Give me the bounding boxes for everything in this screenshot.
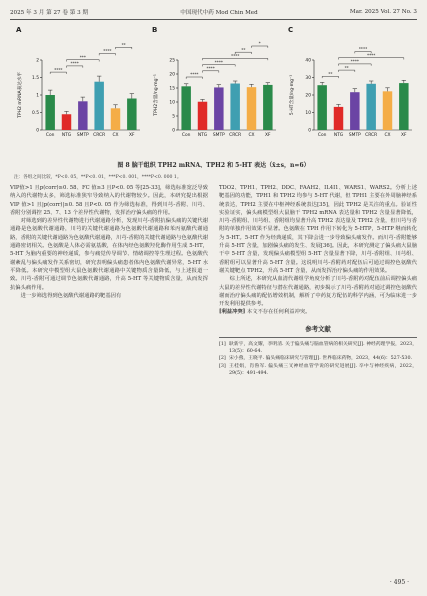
references-title: 参考文献: [305, 324, 331, 333]
bar: [263, 85, 272, 130]
x-tick-label: XF: [129, 133, 135, 138]
significance-bracket: [67, 66, 83, 68]
x-tick-label: XF: [265, 133, 271, 138]
y-tick-label: 25: [169, 58, 175, 64]
bar: [127, 99, 136, 131]
bar: [334, 107, 343, 130]
x-tick-label: NTG: [333, 133, 344, 138]
y-tick-label: 0.5: [32, 111, 39, 117]
chart-panel-b: [148, 24, 282, 154]
y-tick-label: 10: [169, 100, 175, 106]
x-tick-label: Con: [45, 133, 55, 138]
figure-note: 注：各组之间比较，*P<0. 05，**P<0. 01，***P<0. 001，****P<0. 000 1。: [14, 175, 182, 180]
right-column: [219, 184, 417, 377]
significance-bracket: [186, 77, 202, 79]
bar: [78, 101, 87, 130]
header-issue: 2025 年 3 月 第 27 卷 第 3 期: [10, 10, 89, 16]
y-tick-label: 1.5: [32, 76, 39, 82]
x-tick-label: CRCR: [229, 133, 242, 138]
figure-8: [12, 24, 416, 154]
significance-label: ****: [358, 46, 368, 52]
bar: [247, 87, 256, 130]
significance-label: ****: [54, 67, 63, 73]
y-tick-label: 5: [172, 114, 175, 120]
significance-bracket: [252, 46, 268, 48]
conflict-label: [利益冲突]: [219, 309, 246, 316]
significance-bracket: [116, 47, 132, 49]
x-tick-label: SMTP: [212, 133, 225, 138]
x-tick-label: CRCR: [365, 133, 378, 138]
y-tick-label: 2: [36, 58, 39, 64]
reference-number: [2]: [219, 356, 226, 362]
running-header: [10, 6, 417, 18]
header-rule: [10, 19, 417, 20]
significance-bracket: [339, 64, 372, 66]
bar: [45, 95, 54, 130]
bar: [317, 85, 326, 130]
significance-label: **: [328, 71, 333, 77]
significance-label: ****: [230, 53, 240, 59]
x-tick-label: Con: [317, 133, 327, 138]
chart-panel-a: [12, 24, 146, 154]
reference-item: [219, 341, 417, 355]
y-tick-label: 20: [305, 93, 311, 99]
bar: [198, 102, 207, 130]
right-paragraph-2: 综上所述，本研究从血清代谢组学角度分析了川芎-香附药对配伍前后调控偏头痛大鼠的差异性代谢特征与潜在代谢通路，初步揭示了川芎-香附药对通过调控色氨酸代谢而治疗偏头痛的配伍增效机制，解析了中药复方配伍的科学内涵，可为临床进一步开发利用提供参考。: [219, 276, 417, 308]
bar: [350, 92, 359, 130]
bar: [230, 84, 239, 130]
y-axis-label: TPH2 mRNA表达水平: [18, 71, 23, 119]
left-column: [10, 184, 208, 300]
header-volume: Mar. 2025 Vol. 27 No. 3: [349, 9, 417, 15]
significance-label: ****: [190, 72, 199, 78]
significance-label: ****: [206, 66, 215, 71]
reference-text: 宋小燕，王晓平. 偏头痛临床研究与管理[J]. 世界临床药物，2023，44(6)：527-530.: [229, 356, 413, 362]
x-tick-label: SMTP: [76, 133, 89, 138]
y-tick-label: 0: [308, 128, 311, 134]
header-journal: 中国现代中药 Mod Chin Med: [180, 10, 258, 16]
y-tick-label: 40: [305, 58, 311, 64]
page-number: · 495 ·: [389, 579, 409, 586]
left-paragraph-2: 对筛选到的差异性代谢物进行代谢通路分析，发现川芎-香附抗偏头痛的关键代谢通路是色氨酸代谢通路，川芎的关键代谢通路为色氨酸代谢通路和苯丙氨酸代谢通路，香附的关键代谢通路为色氨酸代谢通路，川芎-香附的关键代谢通路与色氨酸代谢通路密切相关。色氨酸是人体必需氨基酸，在体内经色氨酸羟化酶作用生成 5-HT，5-HT 为脑内重要的神经递质，参与痛觉传导调节、情绪调控等生理过程。色氨酸代谢紊乱与偏头痛发作关系密切，研究表明偏头痛患者体内色氨酸代谢异常，5-HT 水平降低。本研究中模型组大鼠色氨酸代谢通路中关键物质含量降低，与上述报道一致。川芎-香附可通过调节色氨酸代谢通路，升高 5-HT 等关键物质含量，从而发挥抗偏头痛作用。: [10, 218, 208, 291]
panel-letter: C: [288, 26, 294, 34]
significance-label: ****: [103, 48, 112, 54]
y-tick-label: 30: [305, 76, 311, 82]
significance-bracket: [339, 58, 404, 60]
x-tick-label: NTG: [61, 133, 72, 138]
bar: [181, 86, 190, 130]
bar: [94, 82, 103, 130]
y-tick-label: 1: [36, 93, 39, 99]
figure-caption: 图 8 脑干组织 TPH2 mRNA、TPH2 和 5-HT 表达（x̄±s，n=6）: [117, 162, 310, 169]
right-paragraph-1: TDO2、TPH1、TPH2、DDC、FAAH2、IL4I1、WARS1、WARS2。分析上述靶基因的功能，TPH1 和 TPH2 均参与 5-HT 代谢，但 TPH1 主要在外周脑神经系统表达，TPH2 主要在中枢神经系统表达[35]，因此 TPH2 是关注的重点。验证性实验证实，偏头痛模型组大鼠脑干 TPH2 mRNA 表达量和 TPH2 含量显著降低，川芎-香附组、川芎组、香附组均显著升高 TPH2 表达量及 TPH2 含量，但川芎与香附的单独作用效果不显著。色氨酸在 TPH 作用下转化为 5-HTP，5-HTP 继而转化为 5-HT。5-HT 作为经典递质，其下降会进一步导致偏头痛发作。而川芎-香附能够升高 5-HT 含量，加剧偏头痛的发生、发展[36]。因此，本研究测定了偏头痛大鼠脑干中 5-HT 含量，发现偏头痛模型组 5-HT 含量显著下降，川芎-香附组、川芎组、香附组可以显著升高 5-HT 含量。这说明川芎-香附药对配伍后可通过调控色氨酸代谢关键靶点 TPH2，升高 5-HT 含量，从而发挥治疗偏头痛的作用效果。: [219, 185, 417, 274]
significance-label: **: [121, 42, 126, 48]
y-tick-label: 10: [305, 111, 311, 117]
bar: [62, 114, 71, 130]
reference-text: 王桂娟，肖鲁军. 偏头痛三叉神经血管学说的研究进展[J]. 卒中与神经疾病，2022，29(5)：491-494.: [229, 363, 417, 376]
significance-label: ****: [214, 59, 224, 65]
references-rule: [219, 337, 417, 338]
panel-letter: A: [16, 26, 22, 34]
x-tick-label: CX: [248, 133, 255, 138]
left-paragraph-1: VIP值>1 且p(corr)≥0. 58、FC 值≥3 且P<0. 05 等[25-33]，筛选标准宽泛导致纳入的代谢物太多，筛选标准狭窄导致纳入的代谢物较少。因此，本研究提出根据 VIP 值>1 且|p(corr)|≥0. 58 且P<0. 05 作为筛选标准，得到川芎-香附、川芎、香附分别调控 25、7、13 个差异性代谢物，发挥治疗偏头痛的作用。: [10, 185, 208, 216]
reference-text: 耿新宇，高文耀，李明清. 关于偏头痛与脑血管病的相关研究[J]. 神经药理学报，2023，13(5)：60-64.: [229, 342, 417, 355]
significance-label: ****: [350, 59, 360, 65]
y-tick-label: 15: [169, 86, 175, 92]
left-paragraph-3: 进一步筛选得到色氨酸代谢通路的靶基因有: [20, 292, 122, 299]
y-tick-label: 0: [36, 128, 39, 134]
x-tick-label: SMTP: [348, 133, 361, 138]
reference-number: [1]: [219, 342, 226, 348]
significance-label: ***: [79, 54, 86, 60]
significance-bracket: [99, 54, 115, 56]
reference-item: [219, 363, 417, 377]
reference-item: [219, 355, 417, 362]
significance-label: *: [258, 41, 261, 47]
significance-bracket: [203, 71, 219, 73]
x-tick-label: XF: [401, 133, 407, 138]
bar: [366, 84, 375, 130]
significance-label: ****: [70, 61, 79, 67]
y-tick-label: 0: [172, 128, 175, 134]
bar: [111, 108, 120, 130]
significance-label: **: [241, 47, 246, 53]
significance-bracket: [322, 76, 338, 78]
significance-bracket: [203, 58, 268, 60]
conflict-statement: [219, 308, 417, 316]
significance-label: ****: [366, 52, 376, 58]
bar: [383, 91, 392, 130]
bar: [399, 83, 408, 130]
x-tick-label: CX: [384, 133, 391, 138]
chart-panel-c: [284, 24, 418, 154]
x-tick-label: NTG: [197, 133, 208, 138]
bar: [214, 87, 223, 130]
y-tick-label: 20: [169, 72, 175, 78]
x-tick-label: CRCR: [93, 133, 106, 138]
conflict-text: 本文不存在任何利益冲突。: [246, 309, 311, 316]
x-tick-label: Con: [181, 133, 191, 138]
x-tick-label: CX: [112, 133, 119, 138]
reference-number: [3]: [219, 363, 226, 369]
significance-bracket: [339, 70, 355, 72]
panel-letter: B: [152, 26, 158, 34]
y-axis-label: 5-HT含量/ng·mg⁻¹: [290, 74, 295, 116]
y-axis-label: TPH2含量/ng·mg⁻¹: [154, 74, 159, 116]
significance-bracket: [50, 72, 66, 74]
significance-label: **: [344, 65, 349, 71]
